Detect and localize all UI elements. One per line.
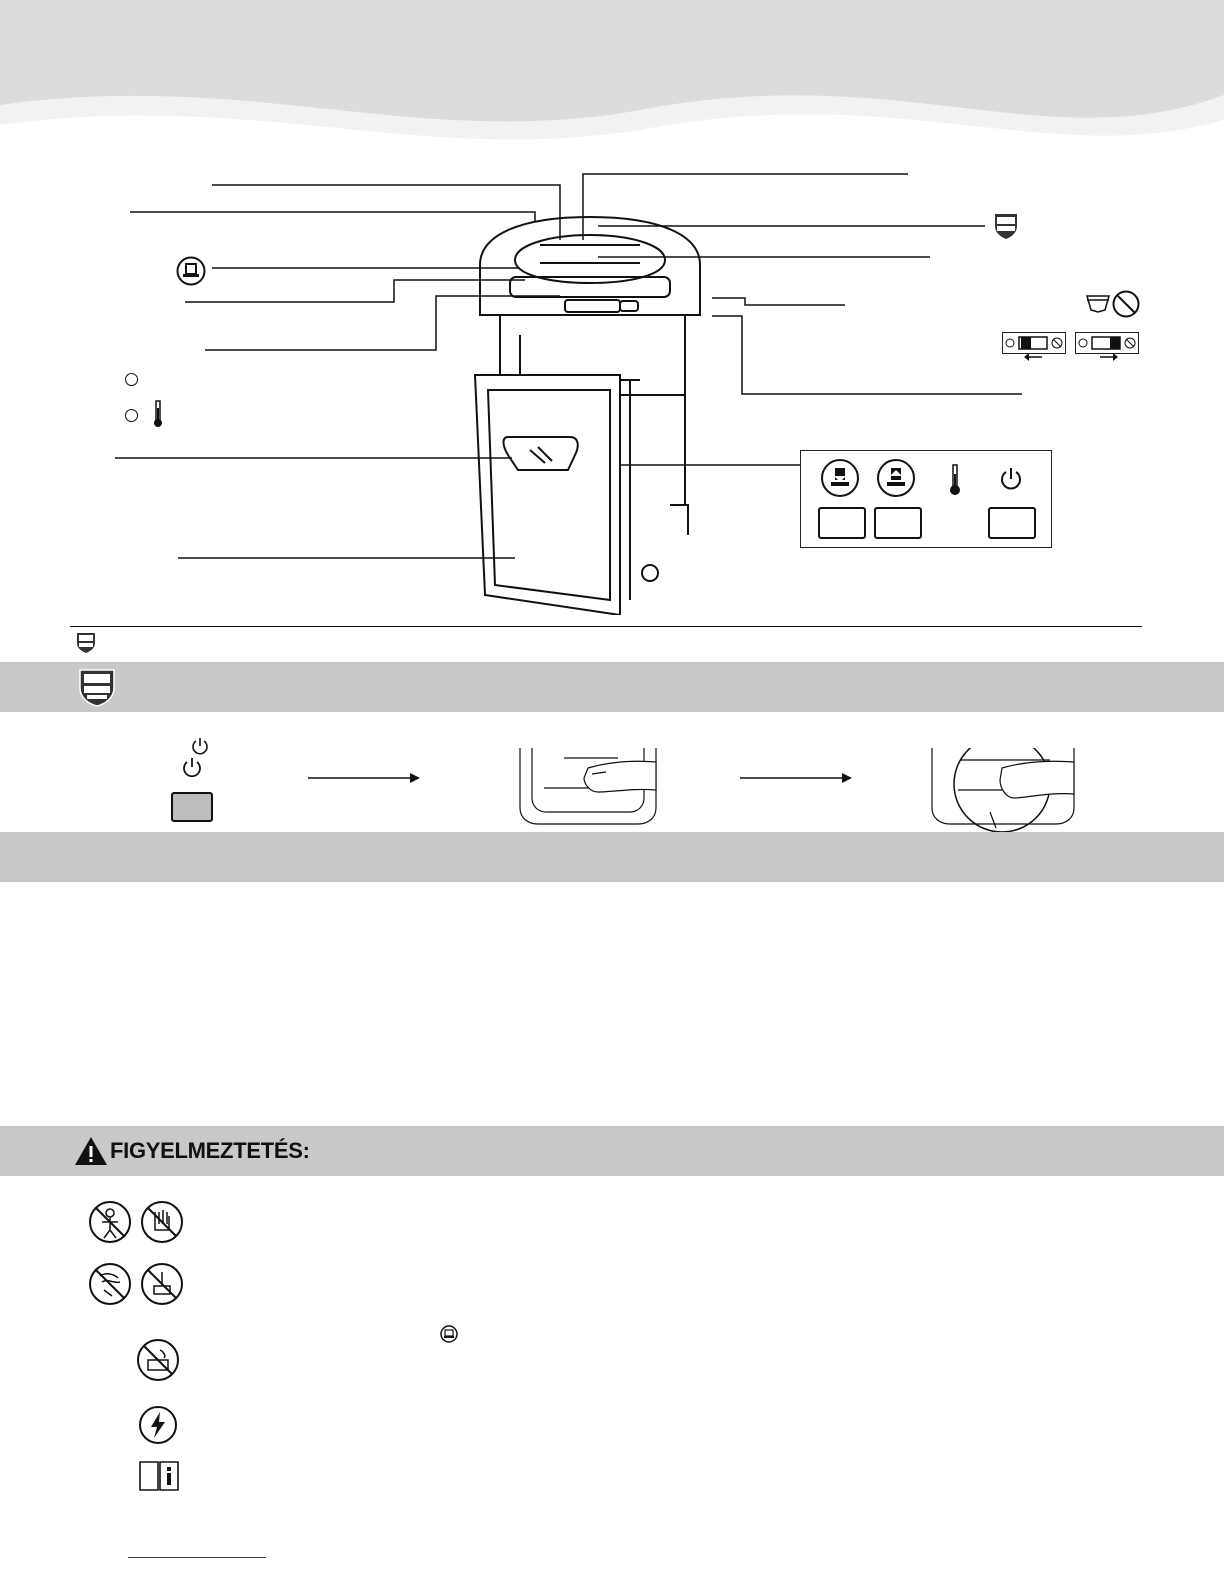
reverse-icon (820, 458, 860, 498)
power-button (988, 507, 1036, 539)
no-aerosol-icon (140, 1262, 184, 1306)
overheat-indicator-light (125, 409, 138, 422)
bin-slot-indicator-left (1002, 332, 1066, 354)
power-button-gray (171, 792, 213, 822)
safe-sense-badge-large (78, 668, 116, 708)
reverse-icon-left (176, 256, 206, 286)
footer-link-underline[interactable] (128, 1557, 266, 1558)
reverse-button (818, 507, 866, 539)
safesense-section-band (0, 662, 1224, 712)
hand-touch-feed-illustration (930, 748, 1076, 834)
no-bin-icon (1112, 290, 1140, 318)
power-indicator-light (125, 373, 138, 386)
power-icon (190, 736, 210, 756)
section-band (0, 832, 1224, 882)
power-icon (181, 756, 203, 778)
reverse-icon-inline (440, 1325, 458, 1343)
no-liquid-icon (136, 1338, 180, 1382)
electric-shock-icon (138, 1405, 178, 1445)
arrow-right-icon (740, 772, 852, 784)
warning-triangle-icon (74, 1136, 108, 1166)
power-icon (998, 466, 1024, 492)
arrow-left-icon (1024, 352, 1044, 362)
hand-on-shredder-illustration (518, 748, 658, 828)
warning-title: FIGYELMEZTETÉS: (110, 1138, 310, 1163)
thermometer-icon (152, 400, 164, 428)
section-divider (70, 626, 1142, 627)
safe-sense-badge (993, 212, 1019, 240)
no-children-icon (88, 1200, 132, 1244)
forward-button (874, 507, 922, 539)
bin-open-icon (1085, 292, 1111, 314)
no-loose-clothing-icon (88, 1262, 132, 1306)
arrow-right-icon (308, 772, 420, 784)
no-hands-icon (140, 1200, 184, 1244)
arrow-right-icon (1098, 352, 1118, 362)
forward-icon (876, 458, 916, 498)
read-manual-icon (138, 1458, 180, 1492)
thermometer-icon (948, 464, 962, 496)
safe-sense-badge-small (76, 632, 96, 654)
bin-slot-indicator-right (1075, 332, 1139, 354)
